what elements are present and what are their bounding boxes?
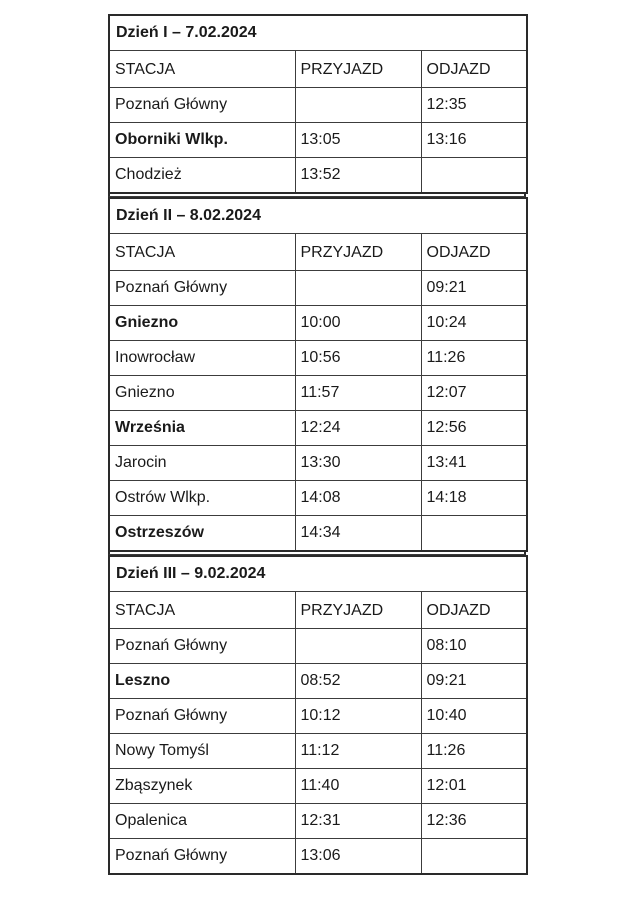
- arrival-cell: 08:52: [295, 664, 421, 699]
- arrival-cell: 11:12: [295, 734, 421, 769]
- header-departure: ODJAZD: [421, 234, 527, 271]
- header-station: STACJA: [109, 234, 295, 271]
- day-title: Dzień I – 7.02.2024: [109, 15, 527, 51]
- header-arrival: PRZYJAZD: [295, 51, 421, 88]
- header-station: STACJA: [109, 51, 295, 88]
- column-header-row: [109, 234, 527, 271]
- table-row: [109, 376, 527, 411]
- arrival-cell: 13:06: [295, 839, 421, 875]
- departure-cell: 10:24: [421, 306, 527, 341]
- day-title-row: [109, 198, 527, 234]
- station-cell: Poznań Główny: [109, 839, 295, 875]
- table-row: [109, 446, 527, 481]
- arrival-cell: [295, 629, 421, 664]
- station-cell: Poznań Główny: [109, 699, 295, 734]
- station-cell: Oborniki Wlkp.: [109, 123, 295, 158]
- departure-cell: 14:18: [421, 481, 527, 516]
- table-row: [109, 271, 527, 306]
- column-header-row: [109, 51, 527, 88]
- station-cell: Gniezno: [109, 376, 295, 411]
- table-row: [109, 411, 527, 446]
- day-title: Dzień II – 8.02.2024: [109, 198, 527, 234]
- day-title-row: [109, 556, 527, 592]
- station-cell: Zbąszynek: [109, 769, 295, 804]
- header-departure: ODJAZD: [421, 592, 527, 629]
- arrival-cell: 10:12: [295, 699, 421, 734]
- day-title-row: [109, 15, 527, 51]
- table-row: [109, 516, 527, 552]
- departure-cell: 11:26: [421, 341, 527, 376]
- table-row: [109, 769, 527, 804]
- arrival-cell: 13:52: [295, 158, 421, 194]
- table-row: [109, 158, 527, 194]
- table-row: [109, 123, 527, 158]
- station-cell: Inowrocław: [109, 341, 295, 376]
- table-row: [109, 664, 527, 699]
- arrival-cell: 14:34: [295, 516, 421, 552]
- arrival-cell: [295, 88, 421, 123]
- arrival-cell: 13:30: [295, 446, 421, 481]
- station-cell: Poznań Główny: [109, 629, 295, 664]
- table-row: [109, 481, 527, 516]
- departure-cell: 11:26: [421, 734, 527, 769]
- day-title: Dzień III – 9.02.2024: [109, 556, 527, 592]
- arrival-cell: 12:31: [295, 804, 421, 839]
- station-cell: Gniezno: [109, 306, 295, 341]
- table-row: [109, 88, 527, 123]
- arrival-cell: 10:56: [295, 341, 421, 376]
- column-header-row: [109, 592, 527, 629]
- header-arrival: PRZYJAZD: [295, 234, 421, 271]
- header-arrival: PRZYJAZD: [295, 592, 421, 629]
- table-row: [109, 734, 527, 769]
- station-cell: Września: [109, 411, 295, 446]
- day-table: [108, 14, 528, 194]
- arrival-cell: [295, 271, 421, 306]
- station-cell: Leszno: [109, 664, 295, 699]
- station-cell: Ostrzeszów: [109, 516, 295, 552]
- arrival-cell: 14:08: [295, 481, 421, 516]
- table-row: [109, 341, 527, 376]
- table-row: [109, 306, 527, 341]
- departure-cell: 08:10: [421, 629, 527, 664]
- station-cell: Nowy Tomyśl: [109, 734, 295, 769]
- station-cell: Jarocin: [109, 446, 295, 481]
- arrival-cell: 13:05: [295, 123, 421, 158]
- station-cell: Opalenica: [109, 804, 295, 839]
- table-row: [109, 839, 527, 875]
- day-table: [108, 197, 528, 552]
- header-station: STACJA: [109, 592, 295, 629]
- table-row: [109, 629, 527, 664]
- station-cell: Chodzież: [109, 158, 295, 194]
- station-cell: Ostrów Wlkp.: [109, 481, 295, 516]
- departure-cell: 12:01: [421, 769, 527, 804]
- station-cell: Poznań Główny: [109, 88, 295, 123]
- departure-cell: [421, 516, 527, 552]
- header-departure: ODJAZD: [421, 51, 527, 88]
- arrival-cell: 10:00: [295, 306, 421, 341]
- departure-cell: 12:07: [421, 376, 527, 411]
- day-table: [108, 555, 528, 875]
- departure-cell: 13:16: [421, 123, 527, 158]
- departure-cell: 09:21: [421, 664, 527, 699]
- table-row: [109, 699, 527, 734]
- departure-cell: 12:35: [421, 88, 527, 123]
- table-row: [109, 804, 527, 839]
- arrival-cell: 11:57: [295, 376, 421, 411]
- departure-cell: 13:41: [421, 446, 527, 481]
- departure-cell: 09:21: [421, 271, 527, 306]
- arrival-cell: 12:24: [295, 411, 421, 446]
- train-schedule: [108, 14, 526, 875]
- departure-cell: [421, 158, 527, 194]
- departure-cell: 12:36: [421, 804, 527, 839]
- arrival-cell: 11:40: [295, 769, 421, 804]
- departure-cell: 12:56: [421, 411, 527, 446]
- departure-cell: 10:40: [421, 699, 527, 734]
- station-cell: Poznań Główny: [109, 271, 295, 306]
- departure-cell: [421, 839, 527, 875]
